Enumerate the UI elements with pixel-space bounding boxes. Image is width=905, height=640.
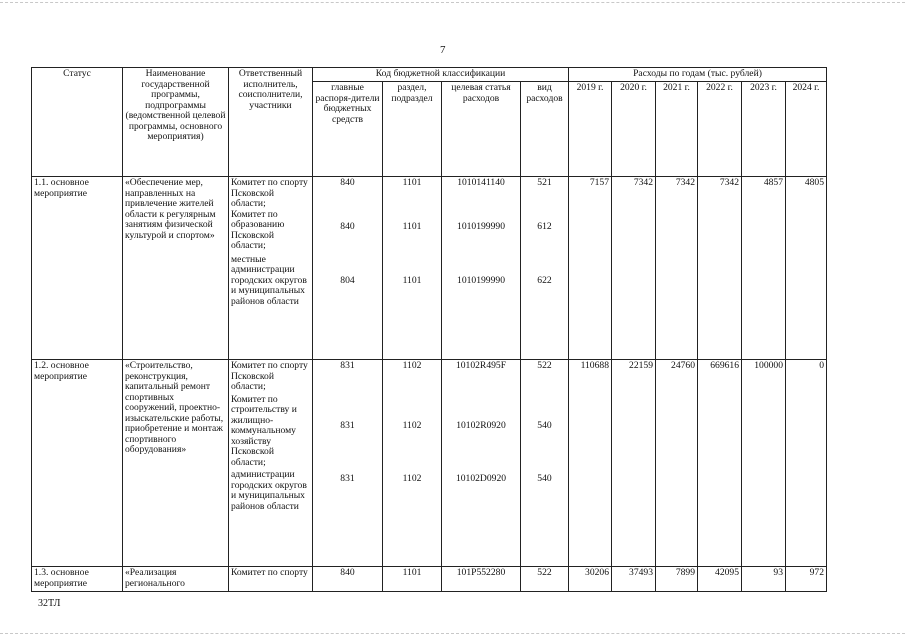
code-value: 1102 — [402, 473, 422, 484]
row-grbs: 840 — [313, 567, 383, 592]
page-number: 7 — [440, 44, 446, 56]
row-grbs — [313, 177, 383, 360]
footer-code: 32ТЛ — [38, 598, 61, 609]
row-responsible — [229, 360, 313, 567]
code-value: 10102R0920 — [456, 419, 506, 431]
responsible-entry: Комитет по спорту Псковской области; — [231, 360, 308, 392]
year-value: 972 — [786, 567, 827, 592]
scan-edge-bottom — [0, 633, 905, 636]
row-responsible — [229, 177, 313, 360]
year-value: 22159 — [612, 360, 656, 567]
year-value: 7899 — [656, 567, 698, 592]
header-status: Статус — [32, 68, 123, 177]
row-target: 101P552280 — [442, 567, 521, 592]
header-year: 2021 г. — [656, 82, 698, 177]
code-value: 831 — [340, 419, 355, 431]
responsible-entry: администрации городских округов и муниципальных районов области — [231, 469, 307, 512]
code-value: 831 — [340, 473, 355, 484]
header-exp-type: вид расходов — [521, 82, 569, 177]
header-year: 2023 г. — [742, 82, 786, 177]
code-value: 10102D0920 — [455, 473, 507, 484]
header-name: Наименование государственной программы, подпрограммы (ведомственной целевой программы, основного мероприятия) — [123, 68, 229, 177]
responsible-entry: Комитет по образованию Псковской области; — [231, 208, 285, 251]
row-target — [442, 177, 521, 360]
row-name: «Реализация регионального — [123, 567, 229, 592]
code-value: 540 — [537, 473, 552, 484]
header-section: раздел, подраздел — [383, 82, 442, 177]
year-value: 24760 — [656, 360, 698, 567]
row-target — [442, 360, 521, 567]
row-responsible: Комитет по спорту — [229, 567, 313, 592]
code-value: 840 — [340, 220, 355, 232]
code-value: 10102R495F — [455, 360, 507, 371]
scan-edge-top — [0, 2, 905, 5]
year-value: 7342 — [656, 177, 698, 360]
row-section: 1101 — [383, 567, 442, 592]
code-value: 1101 — [402, 220, 422, 232]
year-value: 37493 — [612, 567, 656, 592]
year-value: 7157 — [569, 177, 612, 360]
year-value: 93 — [742, 567, 786, 592]
year-value: 4857 — [742, 177, 786, 360]
code-value: 1010199990 — [457, 220, 505, 232]
table-row — [32, 360, 827, 567]
year-value: 0 — [786, 360, 827, 567]
table-row — [32, 567, 827, 592]
row-exp-type — [521, 177, 569, 360]
row-status: 1.2. основное мероприятие — [32, 360, 123, 567]
code-value: 1010199990 — [457, 275, 505, 286]
responsible-entry: местные администрации городских округов и муниципальных районов области — [231, 253, 307, 307]
year-value: 7342 — [612, 177, 656, 360]
header-year: 2022 г. — [698, 82, 742, 177]
row-exp-type — [521, 360, 569, 567]
table-row — [32, 177, 827, 360]
row-grbs — [313, 360, 383, 567]
code-value: 622 — [537, 275, 552, 286]
year-value: 7342 — [698, 177, 742, 360]
header-year: 2019 г. — [569, 82, 612, 177]
responsible-entry: Комитет по спорту Псковской области; — [231, 177, 308, 209]
code-value: 612 — [537, 220, 552, 232]
row-section — [383, 177, 442, 360]
budget-table — [31, 67, 827, 592]
row-name: «Строительство, реконструкция, капитальный ремонт спортивных сооружений, проектно-изыскательские работы, приобретение и монтаж спортивного оборудования» — [123, 360, 229, 567]
code-value: 831 — [340, 360, 355, 371]
header-budget-code: Код бюджетной классификации — [313, 68, 569, 82]
header-responsible: Ответственный исполнитель, соисполнители, участники — [229, 68, 313, 177]
code-value: 1102 — [402, 360, 422, 371]
code-value: 1102 — [402, 419, 422, 431]
year-value: 669616 — [698, 360, 742, 567]
code-value: 1101 — [402, 275, 422, 286]
header-target: целевая статья расходов — [442, 82, 521, 177]
row-status: 1.1. основное мероприятие — [32, 177, 123, 360]
code-value: 804 — [340, 275, 355, 286]
row-section — [383, 360, 442, 567]
year-value: 110688 — [569, 360, 612, 567]
responsible-entry: Комитет по строительству и жилищно-коммунальному хозяйству Псковской области; — [231, 393, 297, 468]
header-year: 2024 г. — [786, 82, 827, 177]
header-year: 2020 г. — [612, 82, 656, 177]
code-value: 1010141140 — [457, 177, 505, 188]
header-expenses: Расходы по годам (тыс. рублей) — [569, 68, 827, 82]
code-value: 540 — [537, 419, 552, 431]
row-exp-type: 522 — [521, 567, 569, 592]
year-value: 4805 — [786, 177, 827, 360]
code-value: 522 — [537, 360, 552, 371]
year-value: 100000 — [742, 360, 786, 567]
code-value: 521 — [537, 177, 552, 188]
row-name: «Обеспечение мер, направленных на привлечение жителей области к регулярным занятиям физической культурой и спортом» — [123, 177, 229, 360]
code-value: 1101 — [402, 177, 422, 188]
header-grbs: главные распоря-дители бюджетных средств — [313, 82, 383, 177]
year-value: 30206 — [569, 567, 612, 592]
row-status: 1.3. основное мероприятие — [32, 567, 123, 592]
year-value: 42095 — [698, 567, 742, 592]
code-value: 840 — [340, 177, 355, 188]
